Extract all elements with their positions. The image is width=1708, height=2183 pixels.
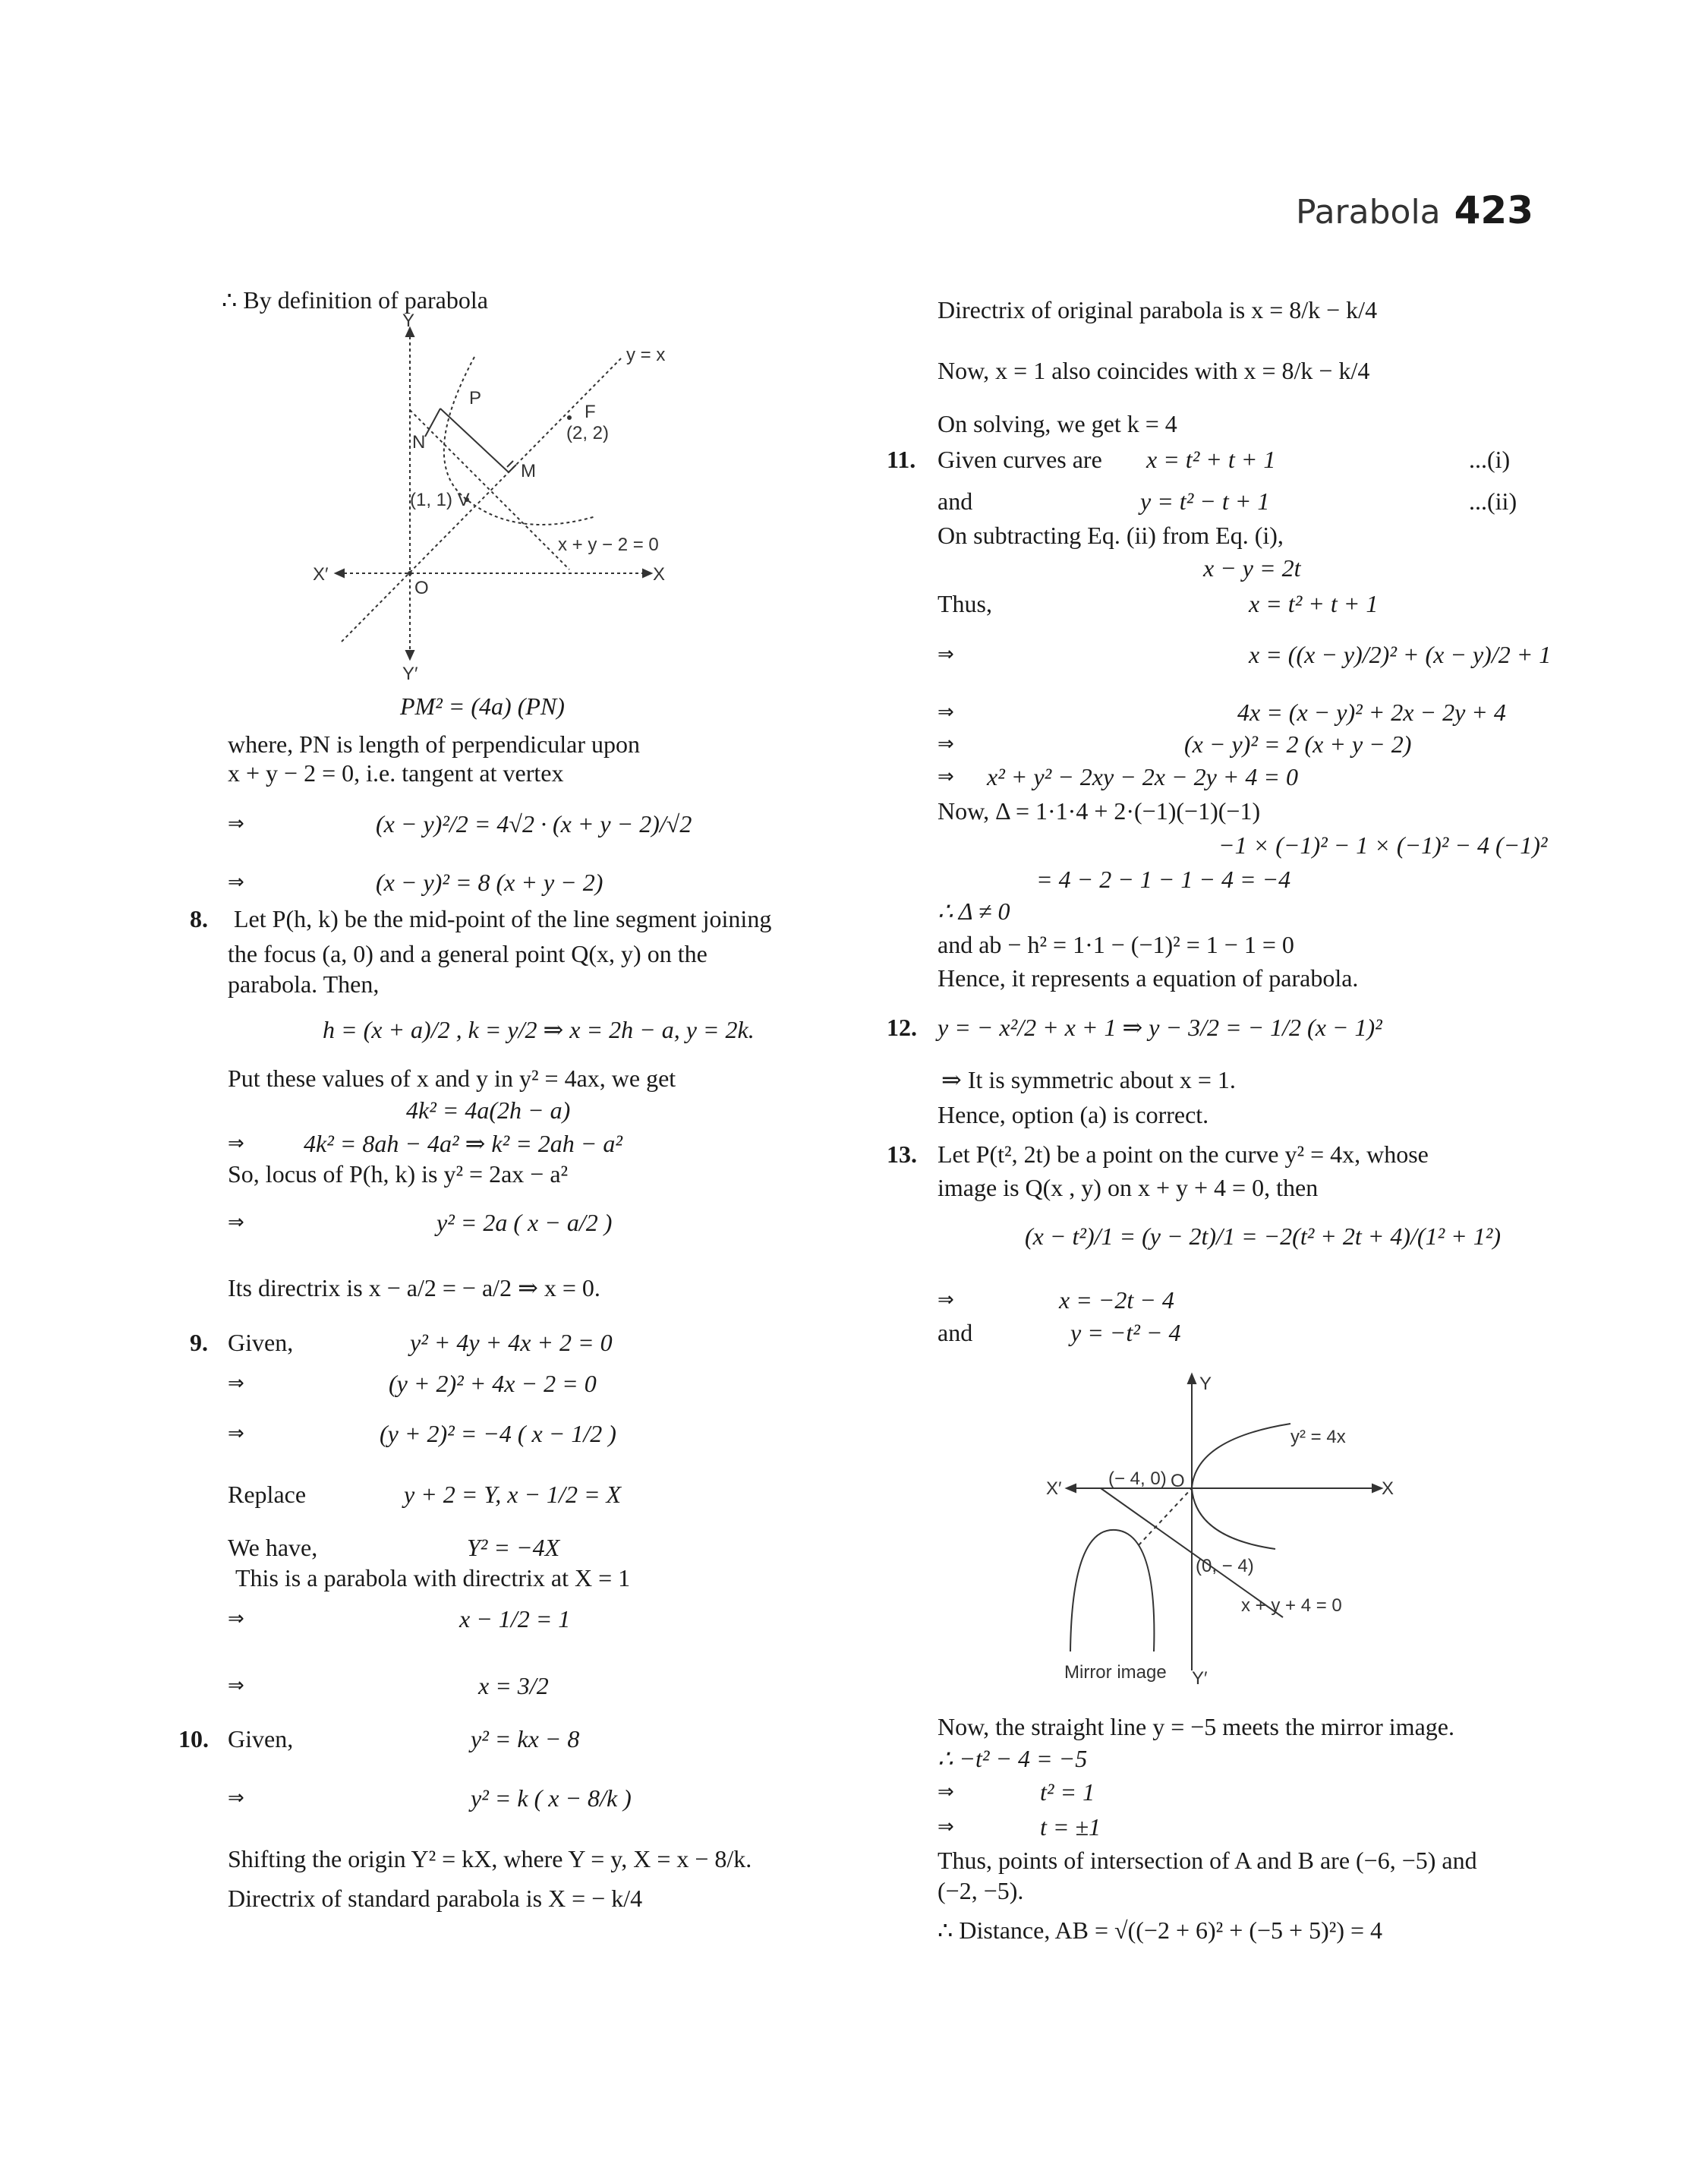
q11-delta: Now, Δ = 1·1·4 + 2·(−1)(−1)(−1) bbox=[938, 797, 1261, 825]
q11-eq-10: −1 × (−1)² − 1 × (−1)² − 4 (−1)² bbox=[1218, 831, 1548, 859]
figure-mirror-image bbox=[1040, 1367, 1404, 1701]
fig2-label-curve: y² = 4x bbox=[1290, 1427, 1346, 1447]
q11-eq-2: y = t² − t + 1 bbox=[1140, 487, 1270, 515]
q8-text-put: Put these values of x and y in y² = 4ax, we get bbox=[228, 1065, 676, 1092]
r-directrix-original: Directrix of original parabola is x = 8/k − k/4 bbox=[938, 296, 1378, 323]
q8-text-3: parabola. Then, bbox=[228, 970, 380, 998]
q8-eq-2: 4k² = 8ah − 4a² ⇒ k² = 2ah − a² bbox=[304, 1130, 622, 1157]
origin-point bbox=[408, 571, 412, 576]
q11-given: Given curves are bbox=[938, 446, 1102, 473]
fig1-label-line-yx: y = x bbox=[626, 345, 666, 365]
page-header bbox=[1296, 188, 1533, 232]
q9-replace: Replace bbox=[228, 1481, 307, 1508]
implies-arrow: ⇒ bbox=[228, 1372, 244, 1395]
fig2-label-O: O bbox=[1171, 1471, 1185, 1491]
q11-eq-12: ∴ Δ ≠ 0 bbox=[938, 897, 1010, 925]
q8-text-locus: So, locus of P(h, k) is y² = 2ax − a² bbox=[228, 1160, 569, 1188]
fig1-label-M: M bbox=[521, 461, 536, 481]
left-eq-pm: PM² = (4a) (PN) bbox=[400, 692, 565, 720]
q11-eq-4: x = t² + t + 1 bbox=[1249, 590, 1379, 617]
q9-number: 9. bbox=[190, 1329, 208, 1356]
fig1-label-Y: Y bbox=[402, 311, 415, 331]
q10-eq-1: y² = kx − 8 bbox=[471, 1725, 580, 1752]
figure-parabola-focus bbox=[304, 311, 668, 683]
q10-shifting: Shifting the origin Y² = kX, where Y = y, X = x − 8/k. bbox=[228, 1845, 752, 1872]
fig1-label-V: (1, 1) V bbox=[410, 490, 470, 510]
q12-eq-1: y = − x²/2 + x + 1 ⇒ y − 3/2 = − 1/2 (x − 1)² bbox=[938, 1014, 1382, 1041]
q11-eq-1: x = t² + t + 1 bbox=[1146, 446, 1276, 473]
intro-line: ∴ By definition of parabola bbox=[222, 286, 488, 314]
implies-arrow: ⇒ bbox=[228, 1422, 244, 1445]
q13-text-points: (−2, −5). bbox=[938, 1877, 1024, 1904]
q11-eq-3: x − y = 2t bbox=[1203, 554, 1301, 582]
implies-arrow: ⇒ bbox=[228, 812, 244, 835]
fig1-label-Xp: X′ bbox=[313, 564, 329, 585]
fig2-label-mirror: Mirror image bbox=[1064, 1662, 1167, 1683]
page-number: 423 bbox=[1454, 188, 1533, 232]
implies-arrow: ⇒ bbox=[938, 643, 954, 666]
q8-text-directrix: Its directrix is x − a/2 = − a/2 ⇒ x = 0. bbox=[228, 1274, 600, 1301]
q13-eq-6: t = ±1 bbox=[1040, 1813, 1101, 1841]
q13-eq-2: x = −2t − 4 bbox=[1059, 1286, 1174, 1314]
implies-arrow: ⇒ bbox=[228, 1211, 244, 1234]
q9-directrix: This is a parabola with directrix at X = 1 bbox=[235, 1564, 631, 1592]
left-eq-final: (x − y)² = 8 (x + y − 2) bbox=[376, 869, 603, 896]
fig1-label-tangent: x + y − 2 = 0 bbox=[558, 535, 659, 555]
fig1-label-N: N bbox=[412, 432, 426, 453]
q13-and: and bbox=[938, 1319, 973, 1346]
fig1-label-F: F bbox=[585, 402, 596, 422]
q9-given: Given, bbox=[228, 1329, 294, 1356]
q11-eq-7: (x − y)² = 2 (x + y − 2) bbox=[1184, 730, 1412, 758]
q11-conclusion: Hence, it represents a equation of parabola. bbox=[938, 964, 1359, 992]
q13-text-intersection: Thus, points of intersection of A and B are (−6, −5) and bbox=[938, 1847, 1477, 1874]
q11-and: and bbox=[938, 487, 973, 515]
q9-eq-3: (y + 2)² = −4 ( x − 1/2 ) bbox=[380, 1420, 616, 1447]
r-solving: On solving, we get k = 4 bbox=[938, 410, 1177, 437]
fig1-label-Yp: Y′ bbox=[402, 664, 418, 683]
fig1-label-P: P bbox=[469, 388, 482, 409]
implies-arrow: ⇒ bbox=[938, 1289, 954, 1311]
q11-tag-2: ...(ii) bbox=[1469, 487, 1517, 515]
q10-directrix: Directrix of standard parabola is X = − k/4 bbox=[228, 1885, 643, 1912]
fig2-label-Xp: X′ bbox=[1046, 1478, 1062, 1499]
q11-eq-5: x = ((x − y)/2)² + (x − y)/2 + 1 bbox=[1249, 641, 1552, 668]
q11-eq-6: 4x = (x − y)² + 2x − 2y + 4 bbox=[1237, 699, 1506, 726]
q11-number: 11. bbox=[887, 446, 916, 473]
q9-eq-4: y + 2 = Y, x − 1/2 = X bbox=[404, 1481, 622, 1508]
q13-eq-5: t² = 1 bbox=[1040, 1778, 1095, 1806]
q8-text-2: the focus (a, 0) and a general point Q(x, y) on the bbox=[228, 940, 707, 967]
focus-point bbox=[567, 415, 572, 420]
q13-text-1: Let P(t², 2t) be a point on the curve y² = 4x, whose bbox=[938, 1140, 1429, 1168]
q11-subtract: On subtracting Eq. (ii) from Eq. (i), bbox=[938, 522, 1284, 549]
implies-arrow: ⇒ bbox=[938, 1781, 954, 1803]
left-text-where: where, PN is length of perpendicular upon bbox=[228, 730, 640, 758]
q11-thus: Thus, bbox=[938, 590, 992, 617]
q11-eq-13: and ab − h² = 1·1 − (−1)² = 1 − 1 = 0 bbox=[938, 931, 1294, 958]
implies-arrow: ⇒ bbox=[938, 701, 954, 724]
implies-arrow: ⇒ bbox=[938, 1815, 954, 1838]
left-text-tangent: x + y − 2 = 0, i.e. tangent at vertex bbox=[228, 759, 564, 787]
r-coincides: Now, x = 1 also coincides with x = 8/k − k/4 bbox=[938, 357, 1370, 384]
q10-number: 10. bbox=[178, 1725, 209, 1752]
fig2-label-line: x + y + 4 = 0 bbox=[1241, 1595, 1342, 1616]
implies-arrow: ⇒ bbox=[228, 1787, 244, 1809]
implies-arrow: ⇒ bbox=[228, 1607, 244, 1630]
fig2-label-pt1: (− 4, 0) bbox=[1108, 1468, 1167, 1489]
fig2-label-Y: Y bbox=[1199, 1374, 1212, 1394]
q13-eq-4: ∴ −t² − 4 = −5 bbox=[938, 1745, 1088, 1772]
q11-eq-8: x² + y² − 2xy − 2x − 2y + 4 = 0 bbox=[987, 763, 1298, 790]
fig2-label-Yp: Y′ bbox=[1192, 1668, 1208, 1689]
fig1-label-F-coord: (2, 2) bbox=[566, 423, 610, 443]
chapter-title: Parabola bbox=[1296, 193, 1441, 232]
q13-eq-3: y = −t² − 4 bbox=[1070, 1319, 1181, 1346]
q12-number: 12. bbox=[887, 1014, 917, 1041]
fig1-label-O: O bbox=[414, 578, 429, 598]
implies-arrow: ⇒ bbox=[228, 1132, 244, 1155]
q8-number: 8. bbox=[190, 905, 208, 932]
q9-eq-5: Y² = −4X bbox=[467, 1534, 560, 1561]
q13-text-2: image is Q(x , y) on x + y + 4 = 0, then bbox=[938, 1174, 1319, 1201]
implies-arrow: ⇒ bbox=[228, 1674, 244, 1697]
q9-eq-6: x − 1/2 = 1 bbox=[459, 1605, 571, 1633]
q10-given: Given, bbox=[228, 1725, 294, 1752]
implies-arrow: ⇒ bbox=[938, 733, 954, 756]
fig1-label-X: X bbox=[653, 564, 666, 585]
q13-number: 13. bbox=[887, 1140, 917, 1168]
q13-text-line: Now, the straight line y = −5 meets the mirror image. bbox=[938, 1713, 1454, 1740]
q11-tag-1: ...(i) bbox=[1469, 446, 1511, 473]
left-eq-4root2: (x − y)²/2 = 4√2 · (x + y − 2)/√2 bbox=[376, 810, 692, 838]
q13-eq-1: (x − t²)/1 = (y − 2t)/1 = −2(t² + 2t + 4)/(1² + 1²) bbox=[1025, 1222, 1502, 1250]
fig2-label-pt2: (0, − 4) bbox=[1196, 1556, 1254, 1576]
q10-eq-2: y² = k ( x − 8/k ) bbox=[471, 1784, 632, 1812]
q11-eq-11: = 4 − 2 − 1 − 1 − 4 = −4 bbox=[1036, 866, 1291, 893]
q8-eq-1: 4k² = 4a(2h − a) bbox=[406, 1096, 571, 1124]
q12-symmetric: ⇒ It is symmetric about x = 1. bbox=[941, 1066, 1236, 1093]
q12-option: Hence, option (a) is correct. bbox=[938, 1101, 1209, 1128]
implies-arrow: ⇒ bbox=[938, 765, 954, 788]
fig2-label-X: X bbox=[1382, 1478, 1394, 1499]
q9-eq-1: y² + 4y + 4x + 2 = 0 bbox=[410, 1329, 613, 1356]
q9-we-have: We have, bbox=[228, 1534, 318, 1561]
q8-eq-hk: h = (x + a)/2 , k = y/2 ⇒ x = 2h − a, y = 2k. bbox=[323, 1016, 755, 1043]
q8-eq-3: y² = 2a ( x − a/2 ) bbox=[436, 1209, 613, 1236]
q9-eq-2: (y + 2)² + 4x − 2 = 0 bbox=[389, 1370, 597, 1397]
q8-text-1: Let P(h, k) be the mid-point of the line segment joining bbox=[234, 905, 772, 932]
implies-arrow: ⇒ bbox=[228, 871, 244, 894]
q13-text-distance: ∴ Distance, AB = √((−2 + 6)² + (−5 + 5)²) = 4 bbox=[938, 1916, 1383, 1944]
q9-eq-7: x = 3/2 bbox=[478, 1672, 549, 1699]
